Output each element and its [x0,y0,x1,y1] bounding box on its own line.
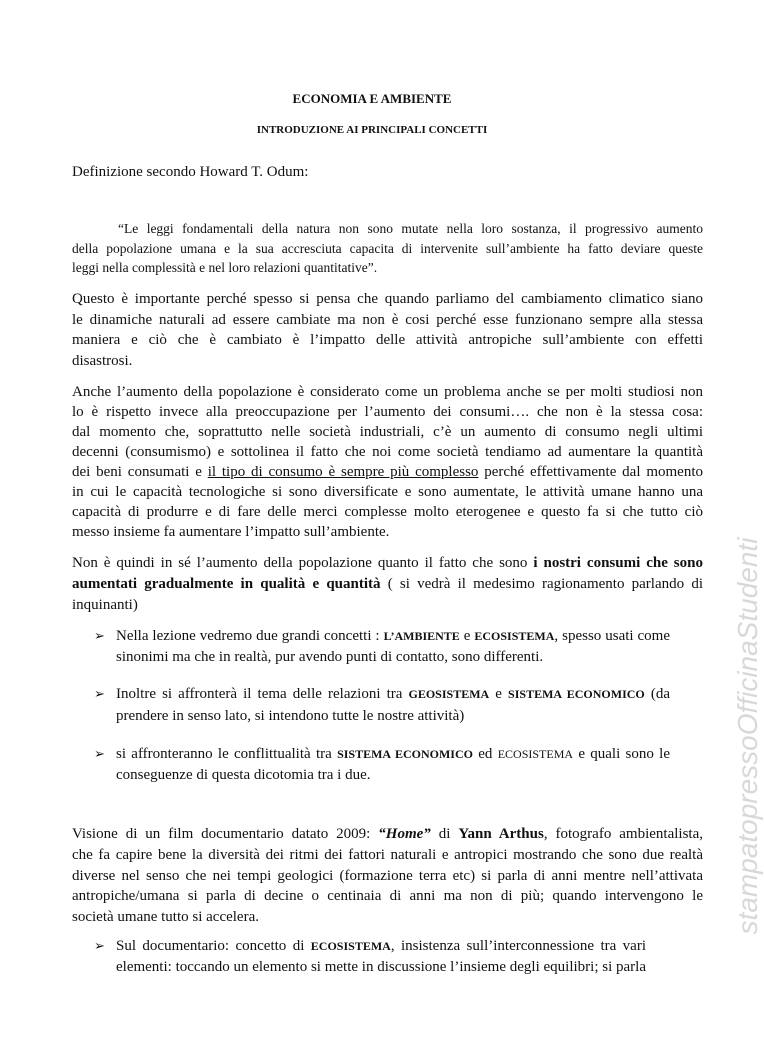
text-segment: leggi nella complessità e nel loro relazioni quantitative”. [72,260,378,275]
paragraph-importance [72,289,703,372]
watermark: stampatopressoOfficinaStudenti [732,537,763,935]
text-line [72,442,703,462]
text-segment: dei beni consumati e [72,464,208,480]
text-segment: , spesso usati come [554,628,670,644]
text-line [72,382,703,402]
text-line [116,744,670,765]
text-line [72,482,703,502]
paragraph-consumption [72,553,703,616]
document-subtitle: INTRODUZIONE AI PRINCIPALI CONCETTI [256,124,488,136]
emphasized-text: SISTEMA ECONOMICO [337,747,473,761]
text-line [72,351,703,372]
text-segment: Anche l’aumento della popolazione è considerato come un problema anche se per molti studiosi non [72,384,703,400]
text-line [72,907,703,928]
text-segment: Sul documentario: concetto di [116,938,311,954]
text-line [72,422,703,442]
text-segment: Nella lezione vedremo due grandi concetti : [116,628,384,644]
text-line [116,765,670,786]
text-segment: le dinamiche naturali ad essere cambiate ma non è cosi perché esse funzionano sempre alla stessa [72,311,703,328]
text-segment: maniera e ciò che è cambiato è l’impatto delle attività antropiche sull’ambiente con effetti [72,332,703,349]
paragraph-population [72,382,703,542]
text-line [116,626,670,647]
text-line [116,647,670,668]
text-segment: società umane tutto si accelera. [72,909,259,926]
text-line [116,706,670,728]
arrow-bullet-icon: ➢ [94,687,105,702]
emphasized-text: i nostri consumi che sono [533,555,703,571]
text-segment: messo insieme fa aumentare l’impatto sull’ambiente. [72,524,390,540]
text-segment: perché effettivamente dal momento [478,464,703,480]
text-segment: lo è rispetto invece alla preoccupazione per l’aumento dei consumi…. che non è la stessa cosa: [72,404,703,420]
text-segment: antropiche/umana si parla di decine o centinaia di anni ma non di più; quando intervengono le [72,888,703,905]
text-line [72,239,703,259]
text-segment: disastrosi. [72,353,133,370]
odum-quote [72,219,703,278]
arrow-bullet-icon: ➢ [94,629,105,644]
document-title: ECONOMIA E AMBIENTE [292,91,452,106]
text-line [72,886,703,907]
text-segment: , insistenza sull’interconnessione tra vari [390,938,647,954]
text-segment: conseguenze di questa dicotomia tra i due. [116,767,371,783]
emphasized-text: “Home” [378,826,431,842]
text-segment: , fotografo ambientalista, [543,826,703,842]
text-line [116,684,670,706]
bullet-conflicts [94,744,670,786]
definition-heading [72,162,308,183]
text-segment: ed [472,746,498,762]
text-segment: decenni (consumismo) e sottolinea il fatto che noi come società tendiamo ad aumentare la quantità [72,444,703,460]
text-line [72,258,703,278]
text-segment: Inoltre si affronterà il tema delle relazioni tra [116,686,409,702]
text-segment: e [489,686,509,702]
emphasized-text: SISTEMA ECONOMICO [508,687,645,701]
text-segment: dal momento che, soprattutto nelle società industriali, c’è un aumento di consumo negli ultimi [72,424,703,440]
text-segment: in cui le capacità tecnologiche si sono diversificate e sono aumentate, le attività umane hanno una [72,484,703,500]
text-segment: Questo è importante perché spesso si pensa che quando parliamo del cambiamento climatico siano [72,291,703,307]
text-segment: sinonimi ma che in realtà, pur avendo punti di contatto, sono differenti. [116,649,544,665]
paragraph-film [72,824,703,928]
text-line [72,595,703,616]
text-line [72,866,703,887]
text-line [72,219,703,239]
text-line [72,553,703,574]
text-segment: di [430,826,459,842]
text-line [72,330,703,351]
text-line [72,824,703,845]
emphasized-text: GEOSISTEMA [408,687,490,701]
emphasized-text: ECOSISTEMA [497,747,574,761]
emphasized-text: L’AMBIENTE [383,629,460,643]
text-line [72,502,703,522]
arrow-bullet-icon: ➢ [94,747,105,762]
bullet-relations [94,684,670,727]
text-segment: ( si vedrà il medesimo ragionamento parlando di [380,576,703,592]
text-segment: Definizione secondo Howard T. Odum: [72,164,309,180]
text-segment: Non è quindi in sé l’aumento della popolazione quanto il fatto che sono [72,555,534,571]
text-segment: che fa capire bene la diversità dei ritmi dei fattori naturali e antropici mostrando che sono due realtà [72,846,703,863]
text-line [116,957,646,978]
text-segment: Visione di un film documentario datato 2009: [72,826,379,842]
underlined-text: il tipo di consumo è sempre più complesso [207,464,479,480]
text-line [72,402,703,422]
text-line [72,845,703,866]
text-segment: “Le leggi fondamentali della natura non sono mutate nella loro sostanza, il progressivo aumento [118,221,703,236]
emphasized-text: ECOSISTEMA [474,629,555,643]
text-line [72,289,703,310]
bullet-documentary [94,936,647,978]
text-line [72,574,703,595]
text-line [72,162,308,183]
emphasized-text: aumentati gradualmente in qualità e quantità [72,576,381,592]
text-segment: elementi: toccando un elemento si mette in discussione l’insieme degli equilibri; si parla [116,959,646,975]
text-segment: diverse nel senso che nei tempi geologici (formazione terra etc) si parla di anni mentre nell’attivata [72,867,703,884]
emphasized-text: Yann Arthus [458,826,544,842]
text-segment: si affronteranno le conflittualità tra [116,746,338,762]
text-line [72,522,703,542]
arrow-bullet-icon: ➢ [94,939,105,954]
text-line [116,936,646,957]
text-line [72,310,703,331]
text-segment: e quali sono le [573,746,670,762]
bullet-concepts [94,626,670,668]
text-segment: capacità di produrre e di fare delle merci complesse molto eterogenee e questo fa si che tutto ciò [72,504,703,520]
text-segment: (da [644,686,670,702]
text-segment: e [459,628,475,644]
emphasized-text: ECOSISTEMA [310,939,391,953]
text-line [72,462,703,482]
text-segment: della popolazione umana e la sua accresciuta capacita di intervenite sull’ambiente ha fatto deviare queste [72,240,703,256]
text-segment: prendere in senso lato, si intendono tutte le nostre attività) [116,707,465,724]
text-segment: inquinanti) [72,597,138,613]
